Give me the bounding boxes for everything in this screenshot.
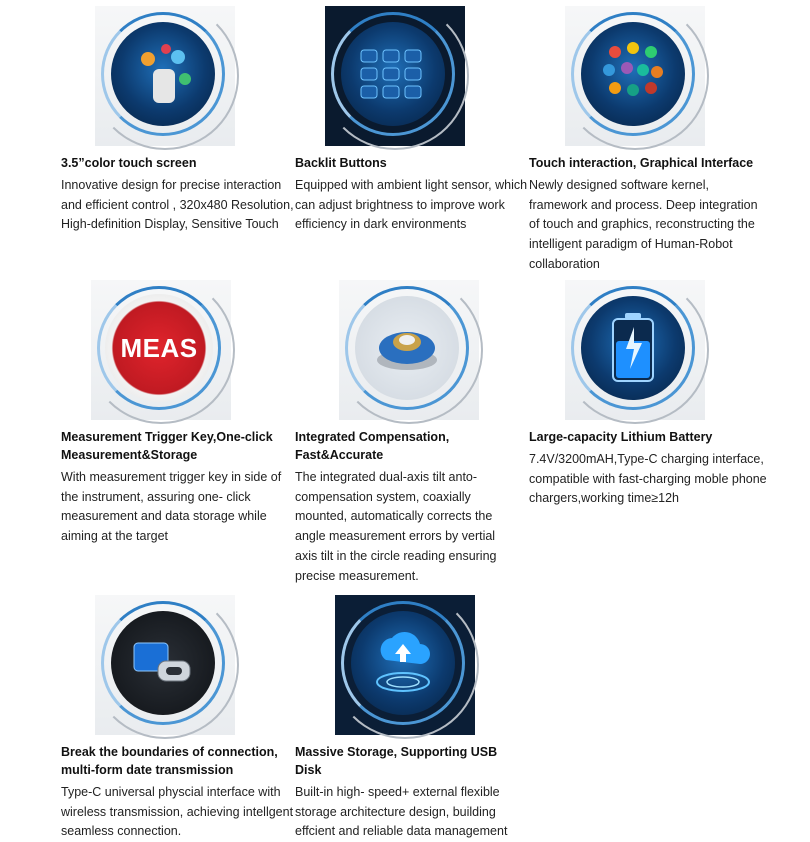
battery-icon [565,280,705,420]
feature-card-graphical-interface [529,6,769,275]
feature-title: Large-capacity Lithium Battery [529,430,713,444]
meas-badge: MEAS [120,332,198,363]
feature-title: Break the boundaries of connection, multi-form date transmission [61,745,278,777]
cloud-upload-icon [335,595,475,735]
feature-title: Massive Storage, Supporting USB Disk [295,745,498,777]
touch-screen-icon [95,6,235,146]
feature-title: Integrated Compensation, Fast&Accurate [295,430,450,462]
feature-card-battery [529,280,769,509]
feature-title: Backlit Buttons [295,156,387,170]
feature-card-compensation [295,280,515,586]
app-grid-icon [565,6,705,146]
feature-description: Innovative design for precise interaction and efficient control , 320x480 Resolution, High-definition Display, Sensitive Touch [61,178,294,232]
feature-card-meas-key [61,280,291,547]
compensator-icon [339,280,479,420]
meas-button-icon [91,280,231,420]
feature-card-touch-screen [61,6,296,235]
feature-description: 7.4V/3200mAH,Type-C charging interface, compatible with fast-charging moble phone chargers,working time≥12h [529,452,767,506]
feature-description: Newly designed software kernel, framework and process. Deep integration of touch and graphics, reconstructing the intelligent paradigm of Human-Robot collaboration [529,178,758,271]
feature-description: With measurement trigger key in side of the instrument, assuring one- click measurement and data storage while aiming at the target [61,470,282,544]
feature-description: Built-in high- speed+ external flexible storage architecture design, building effcient and reliable data management [295,785,508,839]
feature-card-backlit-buttons [295,6,530,235]
feature-card-storage [295,595,525,842]
feature-description: The integrated dual-axis tilt anto-compensation system, coaxially mounted, automatically corrects the angle measurement errors by vertial axis tilt in the circle reading ensuring precise measurement. [295,470,497,583]
feature-title: Touch interaction, Graphical Interface [529,156,754,170]
feature-title: Measurement Trigger Key,One-click Measurement&Storage [61,430,273,462]
feature-card-connection [61,595,296,842]
keypad-icon [325,6,465,146]
usb-c-icon [95,595,235,735]
feature-title: 3.5”color touch screen [61,156,197,170]
feature-description: Equipped with ambient light sensor, which can adjust brightness to improve work efficiency in dark environments [295,178,528,232]
feature-description: Type-C universal physcial interface with wireless transmission, achieving intellgent seamless connection. [61,785,294,839]
